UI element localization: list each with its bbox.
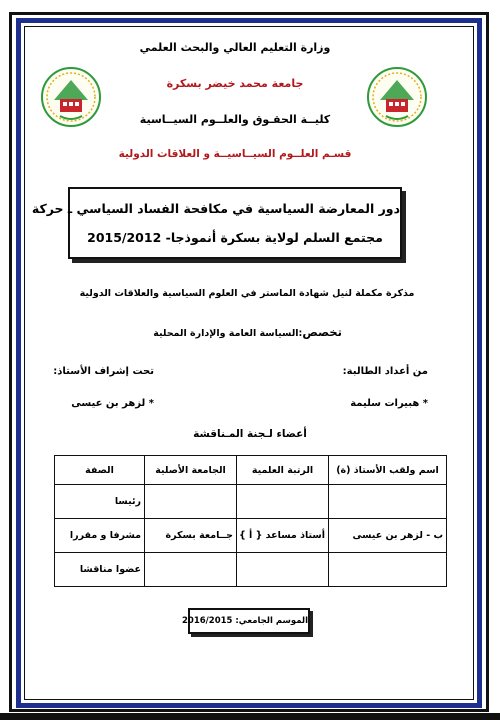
university-seal-icon xyxy=(366,66,428,128)
table-cell xyxy=(329,485,447,519)
committee-table xyxy=(54,455,447,587)
table-cell: رئيسا xyxy=(55,485,145,519)
academic-year: الموسم الجامعي: 2016/2015 xyxy=(182,616,308,626)
thesis-title-line2: مجتمع السلم لولاية بسكرة أنموذجا- 2015/2012 xyxy=(87,230,383,245)
specialty-label: تخصص xyxy=(302,325,342,339)
supervisor-name: * لزهر بن عيسى xyxy=(71,398,154,409)
table-cell xyxy=(145,553,237,587)
committee-heading: أعضاء لـجنة المـناقشة xyxy=(193,428,307,440)
table-row xyxy=(55,553,447,587)
table-header-row xyxy=(55,456,447,485)
academic-year-box xyxy=(182,608,310,634)
department-name: قسـم العلــوم السيــاسيــة و العلاقات الدولية xyxy=(118,148,352,160)
thesis-title-box xyxy=(31,187,402,259)
table-cell: جــامعة بسكرة xyxy=(145,519,237,553)
right-logo xyxy=(366,66,428,128)
table-cell: عضوا مناقشا xyxy=(55,553,145,587)
table-cell xyxy=(329,553,447,587)
table-cell xyxy=(237,485,329,519)
column-header: الرتبة العلمية xyxy=(237,456,329,485)
faculty-name: كليــة الحقـوق والعلــوم السيــاسية xyxy=(139,113,331,126)
student-name: * هبيرات سليمة xyxy=(350,398,428,409)
bottom-rule xyxy=(0,713,500,720)
memo-line: مذكرة مكملة لنيل شهادة الماستر في العلوم السياسية والعلاقات الدولية xyxy=(79,288,415,299)
university-seal-icon xyxy=(40,66,102,128)
table-row xyxy=(55,485,447,519)
table-cell xyxy=(145,485,237,519)
table-cell: ب - لزهر بن عيسى xyxy=(329,519,447,553)
specialty-line xyxy=(153,321,342,340)
specialty-value: :السياسة العامة والإدارة المحلية xyxy=(153,328,303,339)
table-cell: مشرفا و مقررا xyxy=(55,519,145,553)
column-header: الجامعة الأصلية xyxy=(145,456,237,485)
university-name: جامعة محمد خيضر بسكرة xyxy=(166,77,304,90)
ministry-name: وزارة التعليم العالي والبحث العلمي xyxy=(139,41,331,54)
table-cell xyxy=(237,553,329,587)
table-cell: أستاذ مساعد { أ } xyxy=(237,519,329,553)
student-label: من أعداد الطالبة: xyxy=(342,366,428,377)
left-logo xyxy=(40,66,102,128)
column-header: الصفة xyxy=(55,456,145,485)
supervisor-label: تحت إشراف الأستاذ: xyxy=(53,366,154,377)
column-header: اسم ولقب الأستاذ (ة) xyxy=(329,456,447,485)
table-row xyxy=(55,519,447,553)
thesis-title-line1: دور المعارضة السياسية في مكافحة الفساد السياسي ـ حركة xyxy=(31,201,400,216)
